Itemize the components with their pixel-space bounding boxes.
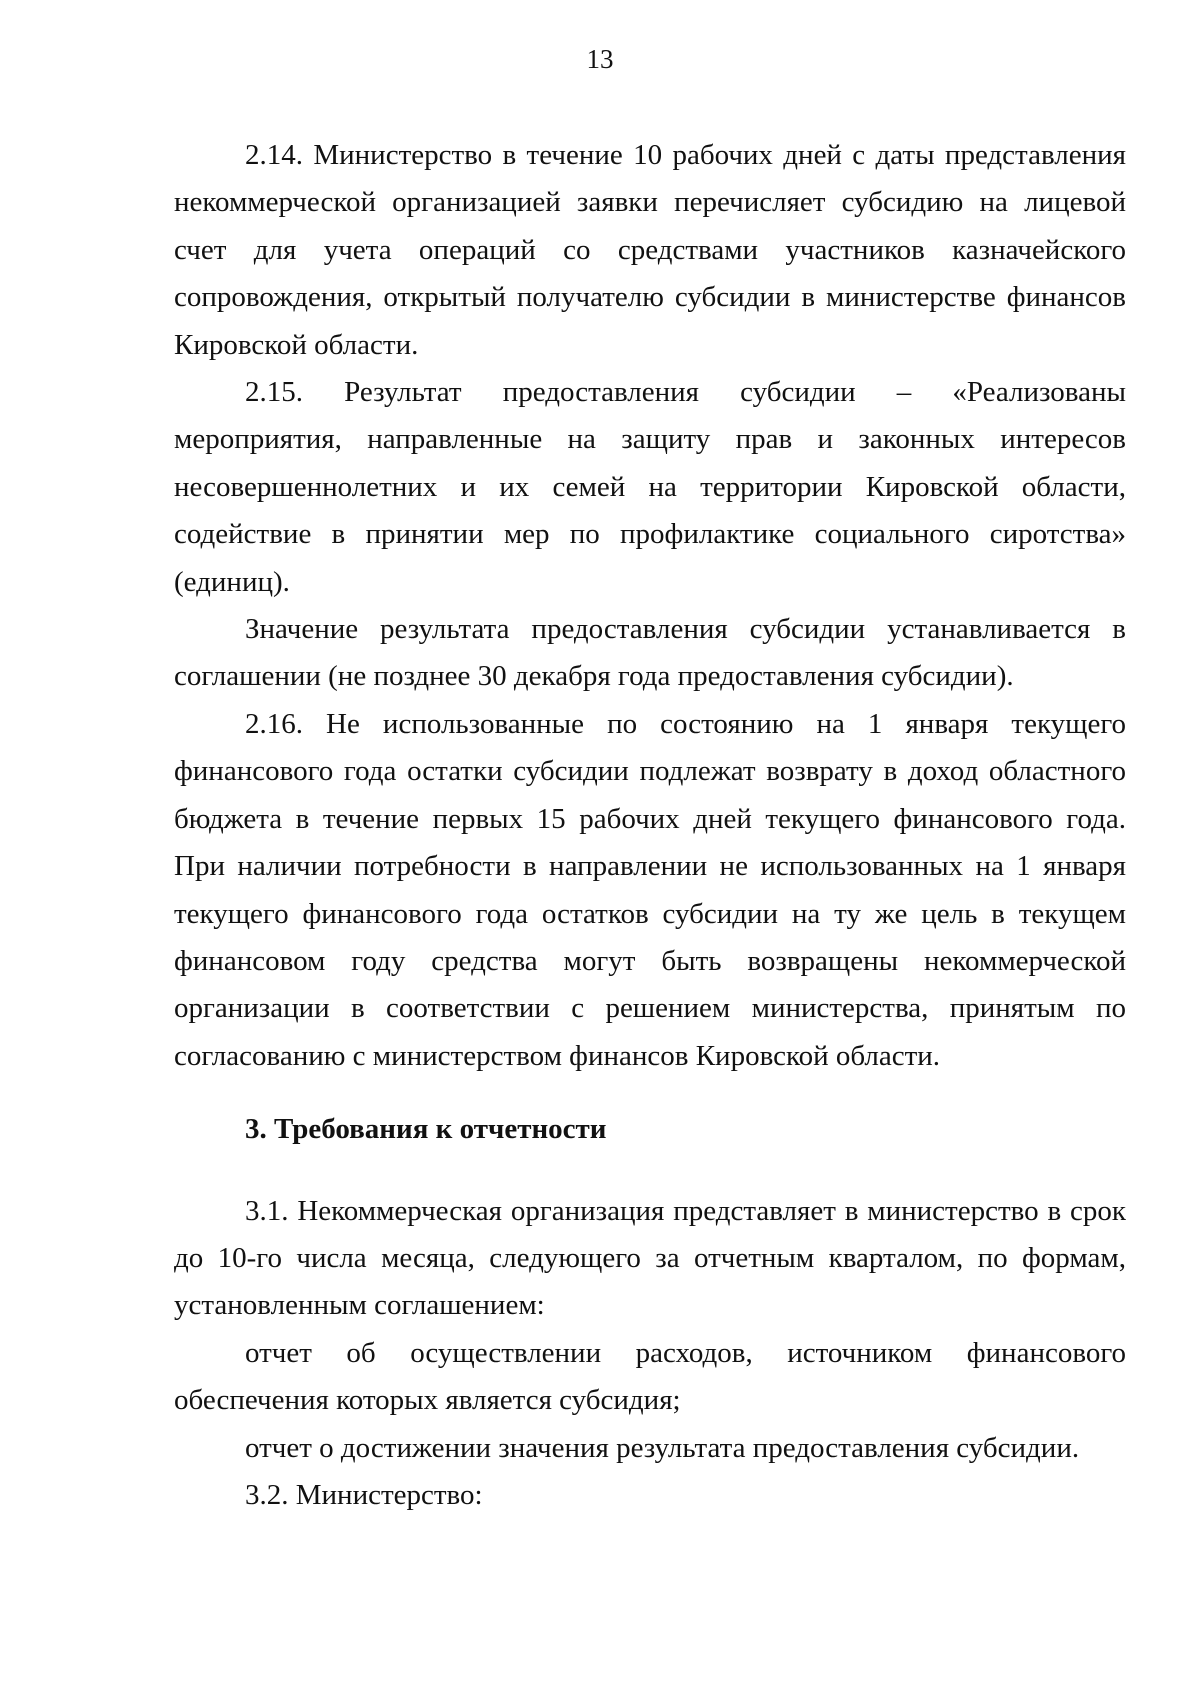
list-item-expense-report: отчет об осуществлении расходов, источником финансового обеспечения которых является субсидия;	[174, 1336, 1126, 1417]
list-item-result-report: отчет о достижении значения результата предоставления субсидии.	[245, 1431, 1080, 1464]
page-number: 13	[586, 44, 614, 74]
section-heading: 3. Требования к отчетности	[245, 1113, 607, 1146]
paragraph-result-value: Значение результата предоставления субсидии устанавливается в соглашении (не позднее 30 декабря года предоставления субсидии).	[174, 613, 1126, 693]
paragraph-2-16: 2.16. Не использованные по состоянию на 1 января текущего финансового года остатки субсидии подлежат возврату в доход областного бюджета в течение первых 15 рабочих дней текущего финансового года. При наличии потребности в направлении не использованных на 1 января текущего финансового года остатков субсидии на ту же цель в текущем финансовом году средства могут быть возвращены некоммерческой организации в соответствии с решением министерства, принятым по согласованию с министерством финансов Кировской области.	[174, 707, 1126, 1072]
document-body	[174, 132, 1126, 1519]
paragraph-2-15: 2.15. Результат предоставления субсидии – «Реализованы мероприятия, направленные на защиту прав и законных интересов несовершеннолетних и их семей на территории Кировской области, содействие в принятии мер по профилактике социального сиротства» (единиц).	[174, 376, 1126, 598]
paragraph-3-2: 3.2. Министерство:	[245, 1478, 483, 1511]
paragraph-3-1: 3.1. Некоммерческая организация представляет в министерство в срок до 10-го числа месяца, следующего за отчетным кварталом, по формам, установленным соглашением:	[174, 1194, 1126, 1322]
paragraph-2-14: 2.14. Министерство в течение 10 рабочих дней с даты представления некоммерческой организацией заявки перечисляет субсидию на лицевой счет для учета операций со средствами участников казначейского сопровождения, открытый получателю субсидии в министерстве финансов Кировской области.	[174, 139, 1126, 361]
